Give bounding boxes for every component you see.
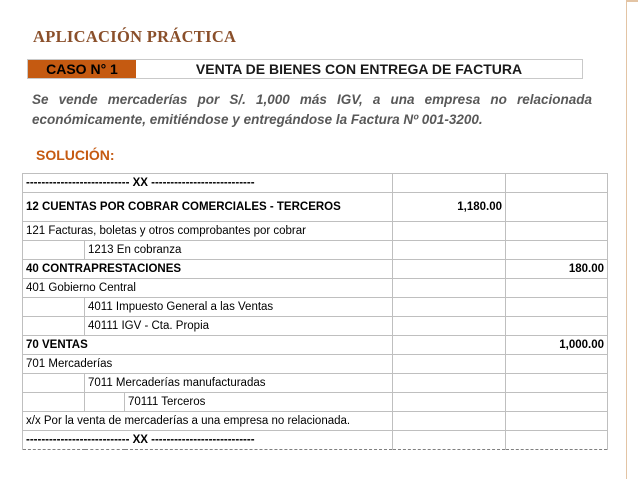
slide-border bbox=[626, 0, 627, 479]
debit-cell bbox=[393, 222, 506, 241]
account-name: 70111 Terceros bbox=[125, 393, 393, 412]
journal-entry-table bbox=[22, 173, 608, 450]
debit-cell bbox=[393, 393, 506, 412]
credit-cell bbox=[506, 298, 608, 317]
case-title: VENTA DE BIENES CON ENTREGA DE FACTURA bbox=[195, 61, 523, 77]
table-row bbox=[23, 260, 608, 279]
credit-cell bbox=[506, 193, 608, 222]
entry-footer: --------------------------- XX --------------------------- bbox=[23, 431, 393, 450]
account-name: 40111 IGV - Cta. Propia bbox=[85, 317, 393, 336]
table-row bbox=[23, 279, 608, 298]
table-row bbox=[23, 222, 608, 241]
slide-border-top bbox=[626, 0, 638, 2]
account-name: 701 Mercaderías bbox=[23, 355, 393, 374]
table-row bbox=[23, 355, 608, 374]
table-row bbox=[23, 431, 608, 450]
table-row bbox=[23, 298, 608, 317]
table-row bbox=[23, 393, 608, 412]
debit-cell bbox=[393, 431, 506, 450]
debit-cell bbox=[393, 374, 506, 393]
account-name: 7011 Mercaderías manufacturadas bbox=[85, 374, 393, 393]
credit-cell bbox=[506, 279, 608, 298]
entry-gloss: x/x Por la venta de mercaderías a una empresa no relacionada. bbox=[23, 412, 393, 431]
indent-cell bbox=[23, 298, 85, 317]
debit-cell bbox=[393, 355, 506, 374]
credit-cell bbox=[506, 241, 608, 260]
table-row bbox=[23, 412, 608, 431]
case-description: Se vende mercaderías por S/. 1,000 más IGV, a una empresa no relacionada económicamente, emitiéndose y entregándose la Factura Nº 001-3200. bbox=[32, 92, 592, 127]
credit-cell bbox=[506, 393, 608, 412]
debit-cell bbox=[393, 279, 506, 298]
credit-cell bbox=[506, 317, 608, 336]
table-row bbox=[23, 174, 608, 193]
account-name: 1213 En cobranza bbox=[85, 241, 393, 260]
debit-cell bbox=[393, 317, 506, 336]
debit-cell bbox=[393, 336, 506, 355]
table-row bbox=[23, 241, 608, 260]
account-name: 4011 Impuesto General a las Ventas bbox=[85, 298, 393, 317]
slide-title: APLICACIÓN PRÁCTICA bbox=[33, 27, 237, 46]
debit-cell bbox=[393, 241, 506, 260]
credit-cell bbox=[506, 374, 608, 393]
debit-cell bbox=[393, 260, 506, 279]
credit-cell bbox=[506, 222, 608, 241]
debit-cell bbox=[393, 174, 506, 193]
table-row bbox=[23, 193, 608, 222]
solution-label: SOLUCIÓN: bbox=[36, 147, 115, 163]
debit-amount: 1,180.00 bbox=[393, 193, 506, 222]
credit-amount: 180.00 bbox=[506, 260, 608, 279]
case-header bbox=[27, 59, 583, 79]
account-name: 121 Facturas, boletas y otros comprobantes por cobrar bbox=[23, 222, 393, 241]
table-row bbox=[23, 317, 608, 336]
credit-cell bbox=[506, 355, 608, 374]
entry-header: --------------------------- XX --------------------------- bbox=[23, 174, 393, 193]
indent-cell bbox=[23, 374, 85, 393]
case-number-badge: CASO N° 1 bbox=[28, 60, 136, 78]
credit-amount: 1,000.00 bbox=[506, 336, 608, 355]
account-name: 70 VENTAS bbox=[23, 336, 393, 355]
account-name: 401 Gobierno Central bbox=[23, 279, 393, 298]
indent-cell bbox=[23, 317, 85, 336]
debit-cell bbox=[393, 298, 506, 317]
table-row bbox=[23, 336, 608, 355]
account-name: 40 CONTRAPRESTACIONES bbox=[23, 260, 393, 279]
indent-cell bbox=[23, 393, 85, 412]
table-row bbox=[23, 374, 608, 393]
credit-cell bbox=[506, 174, 608, 193]
indent-cell bbox=[23, 241, 85, 260]
credit-cell bbox=[506, 431, 608, 450]
account-name: 12 CUENTAS POR COBRAR COMERCIALES - TERCEROS bbox=[23, 193, 393, 222]
credit-cell bbox=[506, 412, 608, 431]
debit-cell bbox=[393, 412, 506, 431]
indent-cell bbox=[85, 393, 125, 412]
